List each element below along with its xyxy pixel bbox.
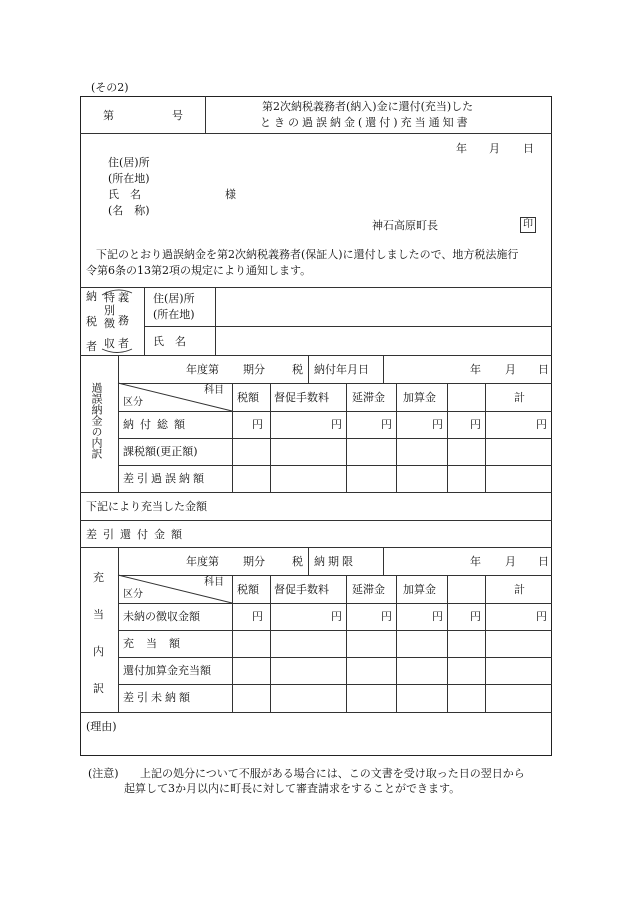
juto-yen: 円: [470, 610, 481, 623]
date-day: 日: [523, 142, 534, 155]
kago-kibun: 期分: [243, 363, 265, 376]
tp-shimei: 氏 名: [153, 335, 186, 348]
tp-c1-1: 税: [86, 315, 97, 328]
kago-yen: 円: [470, 418, 481, 431]
addr-meisho: (名 称): [108, 204, 150, 217]
juto-yen: 円: [381, 610, 392, 623]
kago-col-5: 計: [514, 391, 525, 404]
kago-col-0: 税額: [237, 391, 259, 404]
juto-row-3: 差引未納額: [123, 691, 193, 704]
reason-label: (理由): [86, 720, 117, 733]
juto-side-1: 当: [93, 608, 104, 621]
tp-c1-0: 納: [86, 290, 97, 303]
juto-kubun: 区分: [123, 589, 143, 600]
juto-date-label: 納期限: [314, 555, 356, 568]
juto-col-0: 税額: [237, 583, 259, 596]
tp-jusho: 住(居)所: [153, 292, 195, 305]
date-month: 月: [489, 142, 500, 155]
juto-nendo: 年度第: [186, 555, 219, 568]
juto-col-2: 延滞金: [352, 583, 385, 596]
kago-yen: 円: [381, 418, 392, 431]
kago-yen: 円: [536, 418, 547, 431]
sashihiki-kanpu-label: 差引還付金額: [86, 528, 188, 541]
juto-kibun: 期分: [243, 555, 265, 568]
tp-c2-3: 収: [104, 337, 115, 350]
kago-nendo: 年度第: [186, 363, 219, 376]
juto-col-1: 督促手数料: [274, 583, 329, 596]
juto-zei: 税: [292, 555, 303, 568]
note-line1: 上記の処分について不服がある場合には、この文書を受け取った日の翌日から: [140, 767, 525, 780]
juto-date-day: 日: [538, 555, 549, 568]
kago-kubun: 区分: [123, 397, 143, 408]
title-line1: 第2次納税義務者(納入)金に還付(充当)した: [262, 100, 474, 113]
juto-side-2: 内: [93, 645, 104, 658]
addr-shozaichi: (所在地): [108, 172, 150, 185]
juto-yen: 円: [331, 610, 342, 623]
tp-c2-2: 徴: [104, 317, 115, 330]
kago-yen: 円: [331, 418, 342, 431]
kago-side-label: 過誤納金の内訳: [90, 382, 103, 459]
seal-mark: 印: [520, 217, 536, 233]
juto-col-5: 計: [514, 583, 525, 596]
tp-c3-2: 者: [118, 337, 129, 350]
kago-date-year: 年: [470, 363, 481, 376]
notice-line1: 下記のとおり過誤納金を第2次納税義務者(保証人)に還付しましたので、地方税法施行: [96, 248, 519, 261]
juto-yen: 円: [536, 610, 547, 623]
tp-c1-2: 者: [86, 340, 97, 353]
note-line2: 起算して3か月以内に町長に対して審査請求をすることができます。: [124, 782, 461, 795]
tp-c3-0: 義: [118, 291, 129, 304]
juto-col-3: 加算金: [403, 583, 436, 596]
kago-yen: 円: [252, 418, 263, 431]
kago-date-day: 日: [538, 363, 549, 376]
kago-date-month: 月: [505, 363, 516, 376]
juto-kamoku: 科目: [204, 577, 224, 588]
juto-row-0: 未納の徴収金額: [123, 610, 200, 623]
tp-c2-1: 別: [104, 304, 115, 317]
header-dai: 第: [103, 109, 114, 122]
juto-side-3: 訳: [93, 682, 104, 695]
juto-row-2: 還付加算金充当額: [123, 664, 211, 677]
notice-line2: 令第6条の13第2項の規定により通知します。: [86, 264, 312, 277]
juto-date-year: 年: [470, 555, 481, 568]
juto-yen: 円: [432, 610, 443, 623]
addr-jusho: 住(居)所: [108, 156, 150, 169]
tp-shozaichi: (所在地): [153, 308, 195, 321]
kago-row-2: 差引過誤納額: [123, 472, 207, 485]
juto-kingaku-label: 下記により充当した金額: [86, 500, 207, 513]
note-label: (注意): [88, 767, 119, 780]
juto-row-1: 充当額: [123, 637, 192, 650]
juto-yen: 円: [252, 610, 263, 623]
kago-col-2: 延滞金: [352, 391, 385, 404]
tp-c3-1: 務: [118, 314, 129, 327]
kago-col-1: 督促手数料: [274, 391, 329, 404]
addr-sama: 様: [225, 188, 236, 201]
addr-shimei: 氏 名: [108, 188, 141, 201]
kago-kamoku: 科目: [204, 385, 224, 396]
kago-row-1: 課税額(更正額): [123, 445, 198, 458]
juto-date-month: 月: [505, 555, 516, 568]
title-line2: ときの過誤納金(還付)充当通知書: [260, 116, 471, 129]
issuer-name: 神石高原町長: [372, 219, 438, 232]
page-label: (その2): [91, 81, 129, 94]
kago-row-0: 納付総額: [123, 418, 191, 431]
kago-yen: 円: [432, 418, 443, 431]
date-year: 年: [456, 142, 467, 155]
juto-side-0: 充: [93, 571, 104, 584]
kago-col-3: 加算金: [403, 391, 436, 404]
tp-c2-0: 特: [104, 291, 115, 304]
kago-date-label: 納付年月日: [314, 363, 369, 376]
kago-zei: 税: [292, 363, 303, 376]
header-go: 号: [172, 109, 183, 122]
